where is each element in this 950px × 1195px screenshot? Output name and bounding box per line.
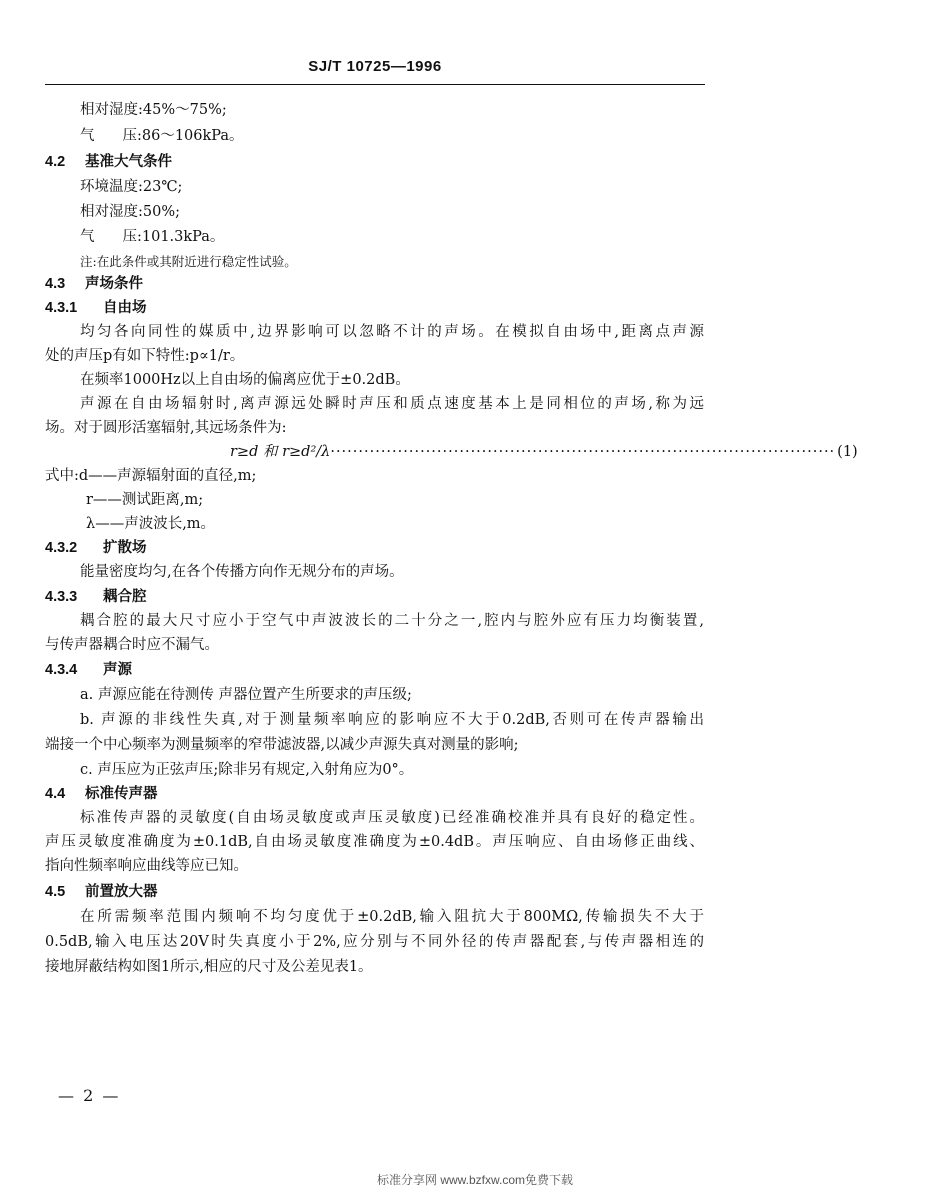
- standard-mic-para-line3: 指向性频率响应曲线等应已知。: [45, 858, 248, 874]
- watermark-footer: 标准分享网 www.bzfxw.com免费下载: [376, 1173, 574, 1187]
- deviation-line: 在频率1000Hz以上自由场的偏离应优于±0.2dB。: [80, 372, 410, 388]
- formula-expression: r≥d 和 r≥d²/λ: [230, 444, 331, 460]
- item-b-line2: 端接一个中心频率为测量频率的窄带滤波器,以减少声源失真对测量的影响;: [45, 737, 519, 753]
- section-4-3-4-heading: 4.3.4 声源: [45, 661, 132, 678]
- header-rule: [45, 84, 705, 85]
- far-field-para-line1: 声源在自由场辐射时,离声源远处瞬时声压和质点速度基本上是同相位的声场,称为远: [80, 396, 704, 412]
- preamp-para-line1: 在所需频率范围内频响不均匀度优于±0.2dB,输入阻抗大于800MΩ,传输损失不大于: [80, 909, 704, 925]
- coupler-para-line1: 耦合腔的最大尺寸应小于空气中声波波长的二十分之一,腔内与腔外应有压力均衡装置,: [80, 613, 704, 629]
- where-r-line: r——测试距离,m;: [86, 492, 204, 508]
- section-4-4-heading: 4.4 标准传声器: [45, 785, 158, 802]
- where-lambda-line: λ——声波波长,m。: [86, 516, 216, 532]
- humidity-line: 相对湿度:45%～75%;: [80, 102, 227, 118]
- item-b-line1: b. 声源的非线性失真,对于测量频率响应的影响应不大于0.2dB,否则可在传声器输出: [80, 712, 704, 728]
- ref-temperature-line: 环境温度:23℃;: [80, 179, 183, 195]
- coupler-para-line2: 与传声器耦合时应不漏气。: [45, 637, 219, 653]
- free-field-para-line2: 处的声压p有如下特性:p∝1/r。: [45, 348, 245, 364]
- diffuse-field-line: 能量密度均匀,在各个传播方向作无规分布的声场。: [80, 564, 404, 580]
- free-field-para-line1: 均匀各向同性的媒质中,边界影响可以忽略不计的声场。在模拟自由场中,距离点声源: [80, 324, 704, 340]
- section-4-3-3-heading: 4.3.3 耦合腔: [45, 588, 147, 605]
- page-number: — 2 —: [58, 1086, 121, 1105]
- preamp-para-line2: 0.5dB,输入电压达20V时失真度小于2%,应分别与不同外径的传声器配套,与传声器相连的: [45, 934, 704, 950]
- far-field-para-line2: 场。对于圆形活塞辐射,其远场条件为:: [45, 420, 287, 436]
- section-4-3-1-heading: 4.3.1 自由场: [45, 299, 147, 316]
- standard-mic-para-line2: 声压灵敏度准确度为±0.1dB,自由场灵敏度准确度为±0.4dB。声压响应、自由场修正曲线、: [45, 834, 704, 850]
- where-d-line: 式中:d——声源辐射面的直径,m;: [45, 468, 257, 484]
- ref-pressure-line: 气 压:101.3kPa。: [80, 229, 225, 245]
- section-4-2-heading: 4.2 基准大气条件: [45, 153, 172, 170]
- ref-humidity-line: 相对湿度:50%;: [80, 204, 180, 220]
- far-field-formula: [230, 442, 858, 462]
- preamp-para-line3: 接地屏蔽结构如图1所示,相应的尺寸及公差见表1。: [45, 959, 373, 975]
- section-4-3-2-heading: 4.3.2 扩散场: [45, 539, 147, 556]
- item-c-line: c. 声压应为正弦声压;除非另有规定,入射角应为0°。: [80, 762, 414, 778]
- item-a-line: a. 声源应能在待测传 声器位置产生所要求的声压级;: [80, 687, 412, 703]
- note-line: 注:在此条件或其附近进行稳定性试验。: [80, 254, 297, 269]
- section-4-5-heading: 4.5 前置放大器: [45, 883, 158, 900]
- standard-header: SJ/T 10725—1996: [308, 58, 442, 75]
- formula-number: (1): [837, 444, 858, 460]
- section-4-3-heading: 4.3 声场条件: [45, 275, 143, 292]
- pressure-line: 气 压:86～106kPa。: [80, 128, 244, 144]
- standard-mic-para-line1: 标准传声器的灵敏度(自由场灵敏度或声压灵敏度)已经准确校准并具有良好的稳定性。: [80, 810, 704, 826]
- formula-leader-dots: ··························································································: [330, 444, 836, 460]
